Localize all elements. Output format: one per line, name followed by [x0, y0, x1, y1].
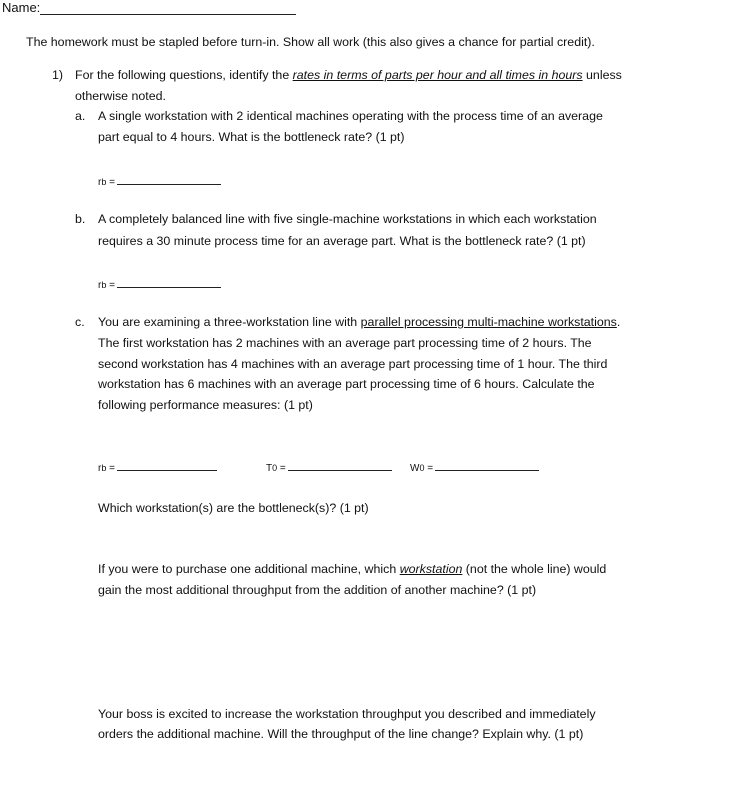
q1c-line2: The first workstation has 2 machines with an average part processing time of 2 hours. The: [98, 336, 592, 350]
q1c-line4: workstation has 6 machines with an average part processing time of 6 hours. Calculate the: [98, 377, 595, 391]
q1b-line2: requires a 30 minute process time for an average part. What is the bottleneck rate? (1 pt): [98, 234, 586, 248]
q1c-to-blank[interactable]: [288, 460, 392, 471]
q1c-parallel-emphasis: parallel processing multi-machine workstations: [360, 315, 617, 329]
q1b-answer[interactable]: rb =: [98, 277, 221, 291]
q1c-to-answer[interactable]: T0 =: [266, 460, 392, 474]
q1a-answer[interactable]: rb =: [98, 174, 221, 188]
q1c-rb-blank[interactable]: [117, 460, 217, 471]
q1a-letter: a.: [75, 109, 86, 123]
name-blank[interactable]: [40, 2, 296, 15]
q1c-boss-question-line2: orders the additional machine. Will the throughput of the line change? Explain why. (1 pt): [98, 727, 584, 741]
name-label: Name:: [2, 0, 41, 15]
q1-units-emphasis: rates in terms of parts per hour and all times in hours: [292, 68, 583, 82]
q1-number: 1): [52, 68, 64, 82]
q1c-workstation-emphasis: workstation: [399, 562, 463, 576]
q1a-line1: A single workstation with 2 identical machines operating with the process time of an average: [98, 109, 603, 123]
q1c-purchase-question-line1: If you were to purchase one additional machine, which workstation (not the whole line) would: [98, 562, 607, 576]
q1a-line2: part equal to 4 hours. What is the bottleneck rate? (1 pt): [98, 130, 405, 144]
q1a-answer-blank[interactable]: [117, 174, 221, 185]
q1c-wo-answer[interactable]: W0 =: [410, 460, 539, 474]
q1b-line1: A completely balanced line with five single-machine workstations in which each workstation: [98, 212, 597, 226]
q1c-line5: following performance measures: (1 pt): [98, 398, 313, 412]
intro-text: The homework must be stapled before turn-in. Show all work (this also gives a chance for partial credit).: [26, 35, 595, 49]
q1b-answer-blank[interactable]: [117, 277, 221, 288]
name-field[interactable]: [2, 0, 296, 15]
q1c-boss-question-line1: Your boss is excited to increase the workstation throughput you described and immediately: [98, 707, 596, 721]
q1-line2: otherwise noted.: [75, 89, 166, 103]
q1c-purchase-question-line2: gain the most additional throughput from the addition of another machine? (1 pt): [98, 583, 537, 597]
q1c-bottleneck-question: Which workstation(s) are the bottleneck(s)? (1 pt): [98, 501, 369, 515]
q1c-letter: c.: [75, 315, 85, 329]
q1-line1: For the following questions, identify the rates in terms of parts per hour and all times in hours unless: [75, 68, 622, 82]
q1b-letter: b.: [75, 212, 86, 226]
q1c-line1: You are examining a three-workstation line with parallel processing multi-machine workstations.: [98, 315, 621, 329]
q1c-line3: second workstation has 4 machines with an average part processing time of 1 hour. The third: [98, 357, 608, 371]
q1c-wo-blank[interactable]: [435, 460, 539, 471]
q1c-rb-answer[interactable]: rb =: [98, 460, 217, 474]
